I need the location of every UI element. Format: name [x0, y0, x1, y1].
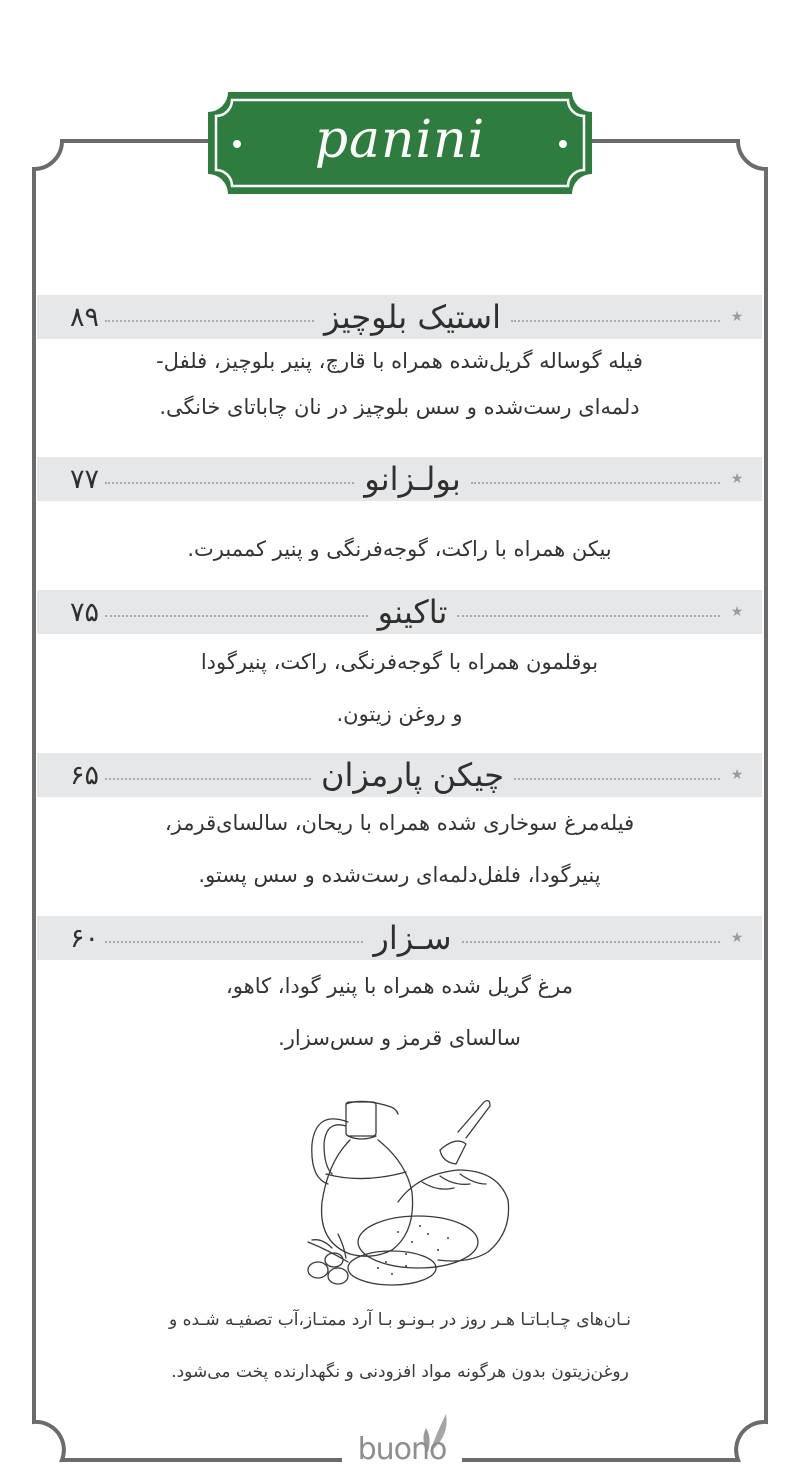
menu-item: [37, 457, 762, 575]
item-price: ۸۹: [69, 301, 99, 333]
section-title: panini: [314, 110, 486, 170]
description-line: پنیرگودا، فلفل‌دلمه‌ای رست‌شده و سس پستو.: [198, 863, 601, 887]
item-price: ۷۷: [69, 463, 99, 495]
description-line: دلمه‌ای رست‌شده و سس بلوچیز در نان چاباتای خانگی.: [159, 395, 640, 419]
star-icon: ★: [730, 604, 744, 620]
item-price: ۷۵: [69, 596, 99, 628]
star-icon: ★: [730, 471, 744, 487]
item-description: [37, 960, 762, 1064]
item-name: بولـزانو: [364, 460, 461, 498]
footer-note-line: نـان‌های چـابـاتـا هـر روز در بـونـو بـا آرد ممتـاز،آب تصفیـه شـده و: [168, 1310, 632, 1330]
description-line: بیکن همراه با راکت، گوجه‌فرنگی و پنیر کممبرت.: [187, 537, 612, 561]
dotted-leader: [105, 320, 314, 322]
item-price: ۶۵: [69, 759, 99, 791]
dotted-leader: [511, 320, 720, 322]
dotted-leader: [471, 482, 720, 484]
dotted-leader: [105, 941, 363, 943]
description-line: بوقلمون همراه با گوجه‌فرنگی، راکت، پنیرگودا: [200, 650, 599, 674]
item-description: [37, 636, 762, 740]
item-header-bar: [37, 457, 762, 501]
item-header-bar: [37, 295, 762, 339]
item-price: ۶۰: [69, 922, 99, 954]
menu-item: [37, 753, 762, 901]
item-header-bar: [37, 590, 762, 634]
description-line: فیله گوساله گریل‌شده همراه با قارچ، پنیر بلوچیز، فلفل-: [156, 349, 643, 373]
menu-item: [37, 590, 762, 740]
item-name: چیکن پارمزان: [321, 756, 504, 794]
star-icon: ★: [730, 309, 744, 325]
dotted-leader: [105, 778, 311, 780]
brand-logo: buono: [357, 1432, 447, 1467]
item-header-bar: [37, 916, 762, 960]
item-name: تاکینو: [377, 593, 448, 631]
dotted-leader: [514, 778, 720, 780]
dotted-leader: [457, 615, 720, 617]
item-header-bar: [37, 753, 762, 797]
star-icon: ★: [730, 767, 744, 783]
menu-item: [37, 916, 762, 1064]
footer-note-line: روغن‌زیتون بدون هرگونه مواد افزودنی و نگهدارنده پخت می‌شود.: [171, 1362, 629, 1382]
item-description: [37, 523, 762, 575]
item-description: [37, 335, 762, 433]
menu-item: [37, 295, 762, 433]
description-line: مرغ گریل شده همراه با پنیر گودا، کاهو،: [226, 974, 573, 998]
description-line: و روغن زیتون.: [336, 702, 463, 726]
star-icon: ★: [730, 930, 744, 946]
item-description: [37, 797, 762, 901]
bread-and-oil-illustration: [288, 1092, 516, 1288]
description-line: فیله‌مرغ سوخاری شده همراه با ریحان، سالسای‌قرمز،: [164, 811, 635, 835]
item-name: سـزار: [373, 919, 452, 957]
dotted-leader: [105, 615, 368, 617]
description-line: سالسای قرمز و سس‌سزار.: [278, 1026, 521, 1050]
dotted-leader: [462, 941, 720, 943]
item-name: استیک بلوچیز: [324, 298, 501, 336]
dotted-leader: [105, 482, 354, 484]
